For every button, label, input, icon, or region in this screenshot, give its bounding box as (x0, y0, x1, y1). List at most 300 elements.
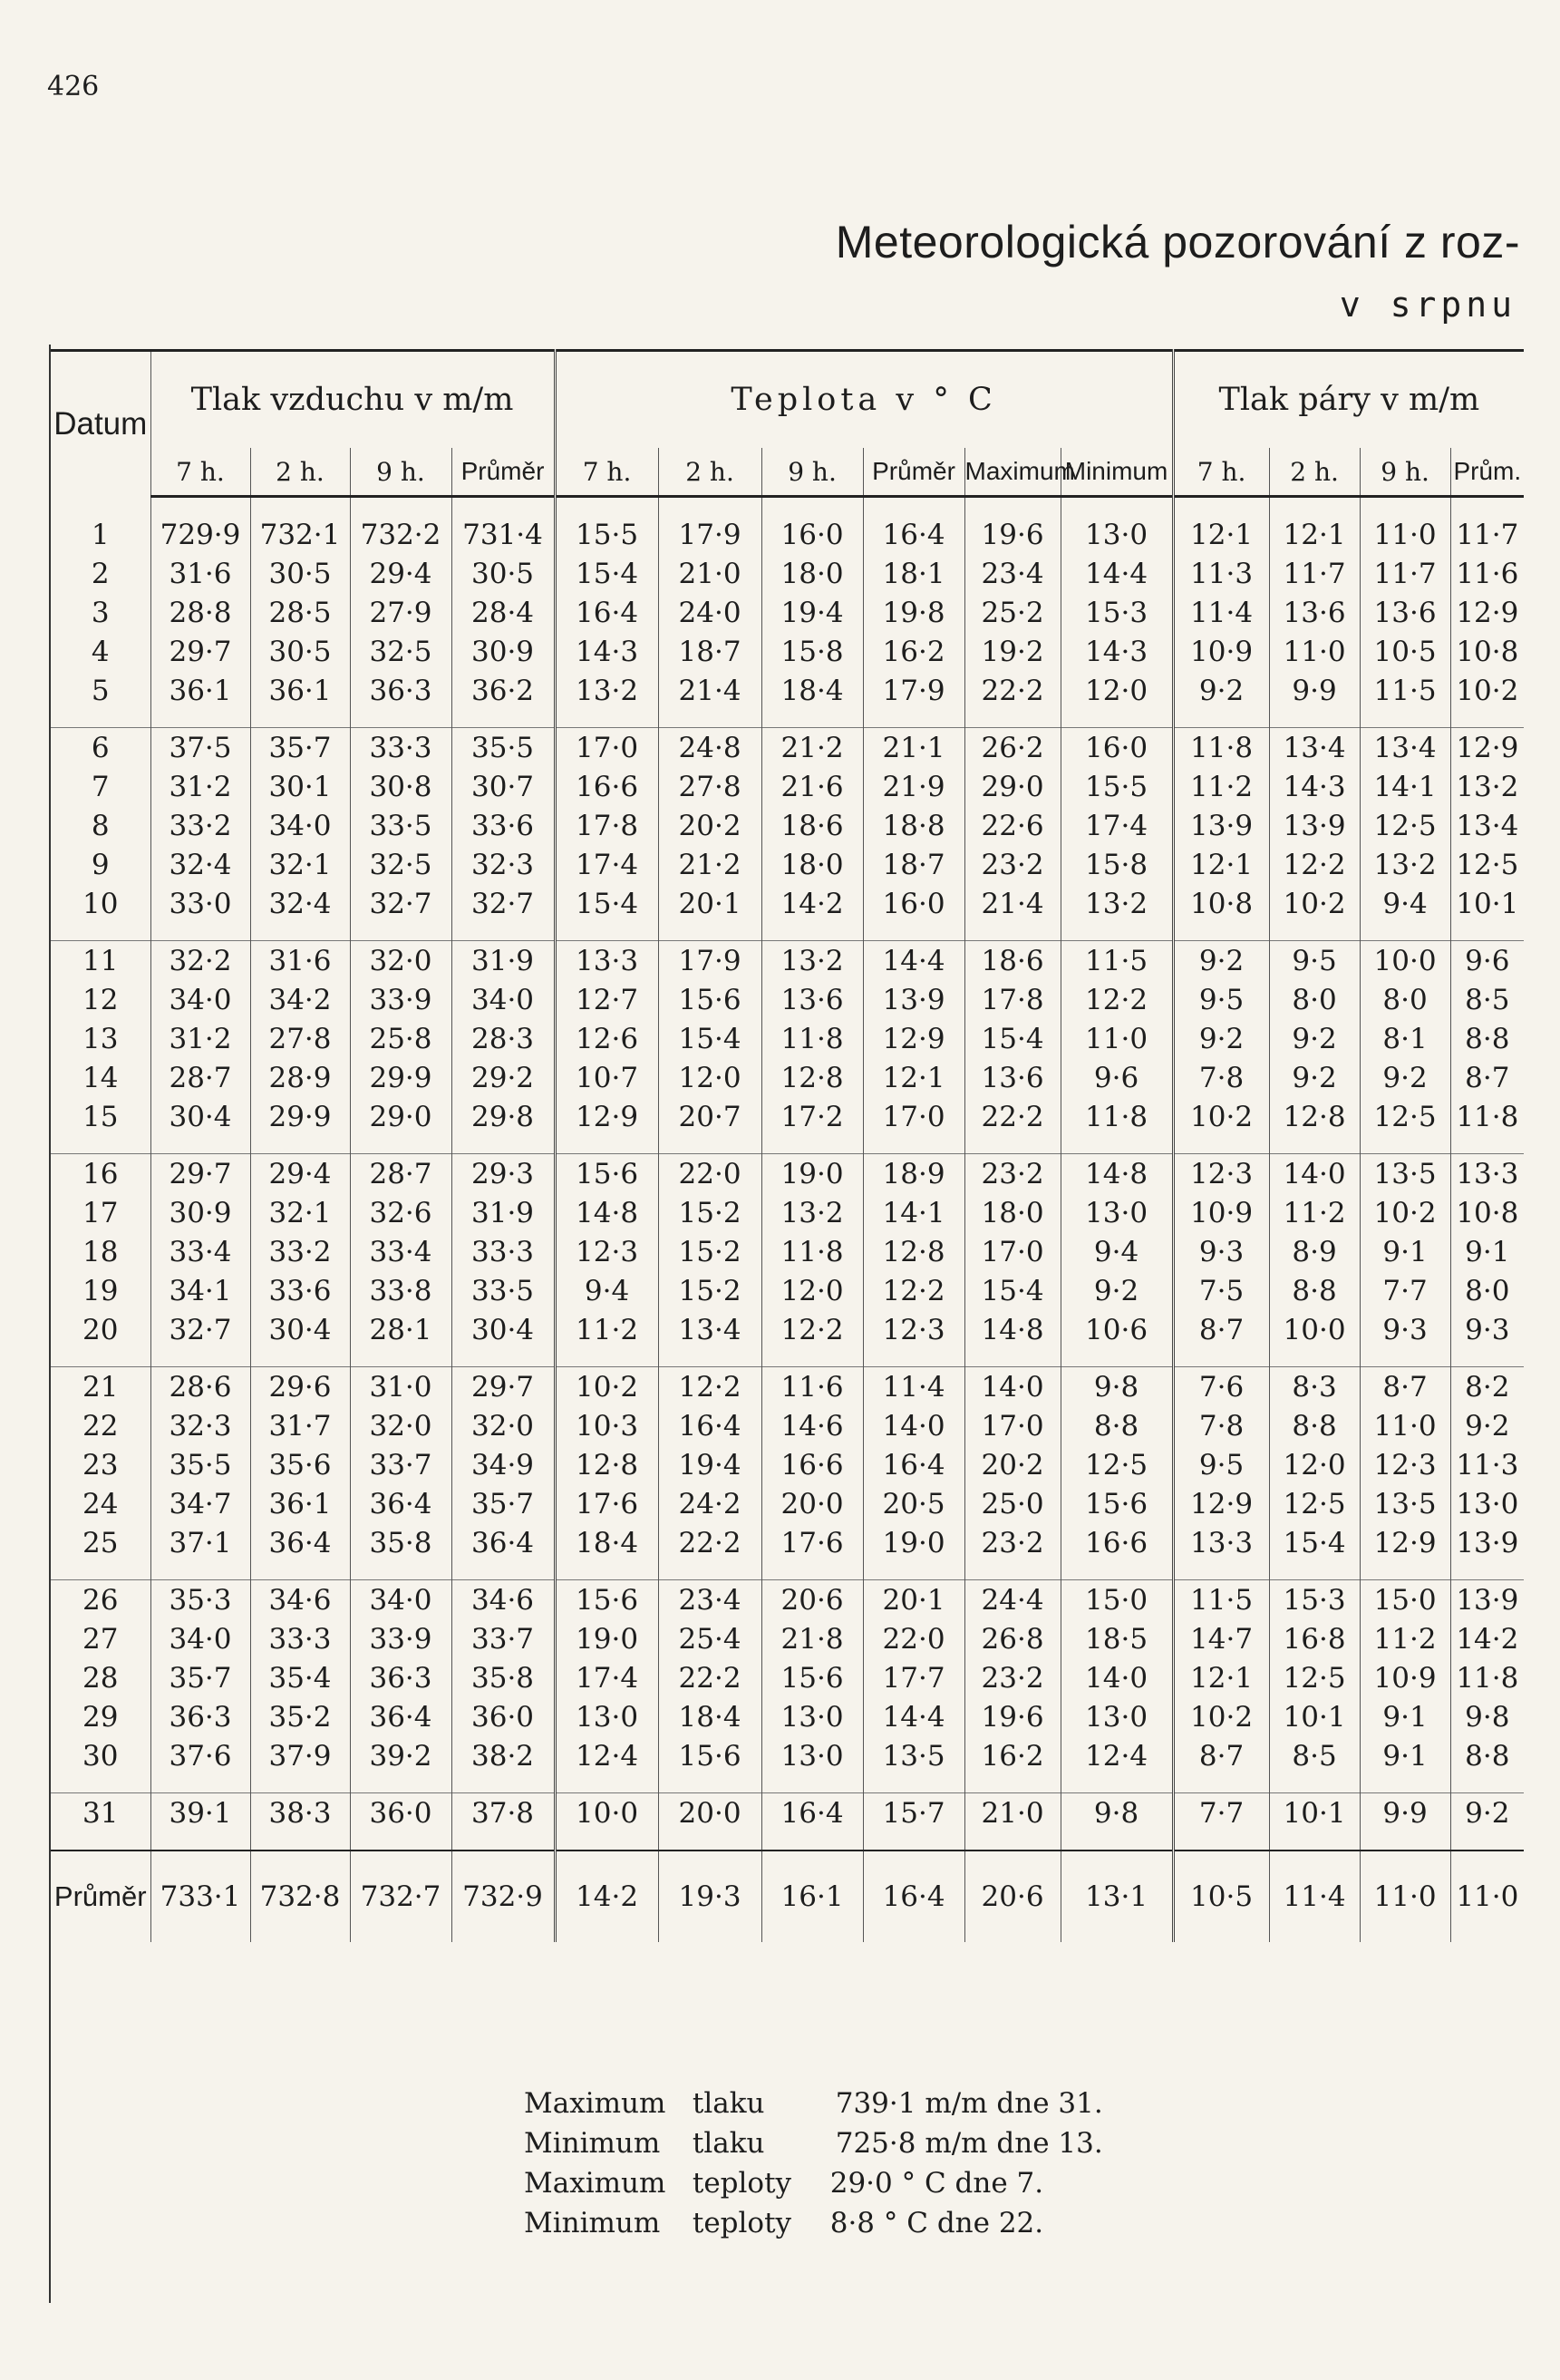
cell-datum: 3 (51, 593, 150, 632)
cell-pressure-9h: 32·7 (350, 884, 451, 923)
cell-vapour-7h: 11·4 (1173, 593, 1269, 632)
cell-datum: 5 (51, 671, 150, 710)
cell-pressure-7h: 37·5 (150, 728, 250, 768)
cell-temp-7h: 9·4 (555, 1271, 658, 1310)
cell-vapour-9h: 12·9 (1360, 1523, 1450, 1562)
spacer-cell (250, 1832, 350, 1851)
cell-temp-avg: 16·0 (863, 884, 964, 923)
cell-datum: 26 (51, 1580, 150, 1620)
cell-vapour-2h: 9·9 (1269, 671, 1360, 710)
cell-vapour-avg: 8·5 (1465, 983, 1510, 1016)
spacer-cell (658, 1349, 761, 1367)
cell-temp-avg: 17·7 (863, 1658, 964, 1697)
cell-temp-avg: 14·4 (863, 1697, 964, 1736)
cell-pressure-avg: 35·5 (451, 728, 555, 768)
spacer-cell (1269, 1562, 1360, 1580)
cell-pressure-7h: 34·0 (150, 980, 250, 1019)
cell-temp-9h: 18·0 (761, 845, 863, 884)
note-max-temperature (524, 2163, 1103, 2203)
cell-temp-min: 13·0 (1061, 515, 1173, 554)
cell-temp-min: 18·5 (1061, 1619, 1173, 1658)
header-temp-min: Minimum (1061, 448, 1173, 497)
cell-pressure-7h: 32·2 (150, 941, 250, 981)
cell-pressure-2h: 30·5 (250, 632, 350, 671)
cell-pressure-avg: 35·8 (451, 1658, 555, 1697)
cell-temp-min: 9·2 (1061, 1271, 1173, 1310)
cell-pressure-9h: 29·4 (350, 554, 451, 593)
header-temperature: Teplota v ° C (555, 351, 1173, 449)
note-value: 29·0 ° C (829, 2167, 946, 2200)
cell-temp-9h: 19·0 (761, 1154, 863, 1194)
cell-temp-7h: 10·7 (555, 1058, 658, 1097)
table-row (51, 806, 1524, 845)
cell-vapour-9h: 13·5 (1360, 1154, 1450, 1194)
cell-temp-7h: 14·2 (555, 1851, 658, 1942)
spacer-cell (761, 1562, 863, 1580)
cell-vapour-2h: 11·4 (1269, 1851, 1360, 1942)
table-row (51, 1523, 1524, 1562)
cell-temp-9h: 12·8 (761, 1058, 863, 1097)
cell-temp-avg: 14·0 (863, 1406, 964, 1445)
cell-vapour-2h: 15·4 (1269, 1523, 1360, 1562)
spacer-cell (150, 710, 250, 728)
cell-pressure-2h: 36·1 (250, 671, 350, 710)
cell-vapour-7h: 13·3 (1173, 1523, 1269, 1562)
spacer-cell (150, 497, 250, 516)
cell-temp-9h: 12·0 (761, 1271, 863, 1310)
spacer-cell (761, 923, 863, 941)
cell-vapour-2h: 8·5 (1269, 1736, 1360, 1775)
cell-vapour-9h: 13·2 (1360, 845, 1450, 884)
cell-temp-max: 20·6 (964, 1851, 1061, 1942)
table-row (51, 1058, 1524, 1097)
cell-temp-9h: 16·0 (761, 515, 863, 554)
spacer-cell (150, 923, 250, 941)
spacer-cell (964, 1136, 1061, 1154)
cell-temp-min: 10·6 (1061, 1310, 1173, 1349)
spacer-cell (964, 923, 1061, 941)
spacer-cell (1269, 923, 1360, 941)
cell-pressure-2h: 29·6 (250, 1367, 350, 1407)
cell-temp-avg: 13·5 (863, 1736, 964, 1775)
cell-temp-max: 23·4 (964, 554, 1061, 593)
cell-vapour-2h: 12·2 (1269, 845, 1360, 884)
cell-temp-max: 22·6 (964, 806, 1061, 845)
cell-temp-2h: 19·3 (658, 1851, 761, 1942)
cell-pressure-7h: 28·8 (150, 593, 250, 632)
cell-vapour-avg: 14·2 (1456, 1622, 1519, 1656)
cell-vapour-7h: 12·9 (1173, 1484, 1269, 1523)
cell-temp-avg: 19·0 (863, 1523, 964, 1562)
cell-temp-2h: 22·2 (658, 1523, 761, 1562)
spacer-cell (1360, 923, 1450, 941)
cell-temp-2h: 25·4 (658, 1619, 761, 1658)
cell-temp-min: 14·8 (1061, 1154, 1173, 1194)
spacer-cell (1061, 497, 1173, 516)
cell-temp-min: 8·8 (1061, 1406, 1173, 1445)
note-min-temperature (524, 2203, 1103, 2243)
cell-vapour-7h: 11·3 (1173, 554, 1269, 593)
spacer-cell (555, 710, 658, 728)
cell-pressure-avg: 732·9 (451, 1851, 555, 1942)
cell-vapour-7h: 8·7 (1173, 1736, 1269, 1775)
spacer-cell (1173, 1775, 1269, 1793)
cell-temp-9h: 12·2 (761, 1310, 863, 1349)
cell-datum: 6 (51, 728, 150, 768)
header-row-sub (51, 448, 1524, 497)
spacer-cell (150, 1832, 250, 1851)
cell-vapour-2h: 12·5 (1269, 1484, 1360, 1523)
cell-vapour-7h: 10·9 (1173, 1193, 1269, 1232)
header-pressure-avg: Průměr (451, 448, 555, 497)
spacer-cell (451, 923, 555, 941)
cell-pressure-9h: 32·5 (350, 845, 451, 884)
cell-temp-9h: 18·6 (761, 806, 863, 845)
cell-pressure-avg: 33·3 (451, 1232, 555, 1271)
cell-vapour-7h: 7·8 (1173, 1406, 1269, 1445)
spacer-cell (150, 1136, 250, 1154)
note-value: 725·8 m/m (835, 2127, 988, 2160)
cell-temp-7h: 17·4 (555, 1658, 658, 1697)
cell-pressure-2h: 732·1 (250, 515, 350, 554)
cell-temp-2h: 22·0 (658, 1154, 761, 1194)
cell-datum: 25 (51, 1523, 150, 1562)
spacer-cell (1269, 1136, 1360, 1154)
table-row (51, 1736, 1524, 1775)
cell-temp-avg: 21·1 (863, 728, 964, 768)
spacer-cell (51, 1136, 150, 1154)
cell-vapour-9h: 9·1 (1360, 1697, 1450, 1736)
cell-vapour-7h: 9·5 (1173, 1445, 1269, 1484)
cell-temp-min: 11·5 (1061, 941, 1173, 981)
group-spacer (51, 1136, 1524, 1154)
cell-temp-avg: 19·8 (863, 593, 964, 632)
cell-vapour-avg: 9·8 (1465, 1700, 1510, 1734)
cell-vapour-avg: 11·7 (1456, 518, 1519, 551)
cell-temp-7h: 13·2 (555, 671, 658, 710)
cell-temp-2h: 20·0 (658, 1793, 761, 1833)
spacer-cell (150, 1775, 250, 1793)
spacer-cell (350, 1136, 451, 1154)
spacer-cell (1360, 1775, 1450, 1793)
cell-vapour-2h: 8·8 (1269, 1406, 1360, 1445)
cell-pressure-9h: 34·0 (350, 1580, 451, 1620)
cell-temp-9h: 20·6 (761, 1580, 863, 1620)
note-min-pressure (524, 2123, 1103, 2163)
cell-vapour-avg: 11·0 (1450, 1851, 1524, 1942)
cell-temp-7h: 12·7 (555, 980, 658, 1019)
cell-vapour-7h: 11·2 (1173, 767, 1269, 806)
spacer-cell (1061, 710, 1173, 728)
cell-temp-2h: 15·2 (658, 1271, 761, 1310)
cell-vapour-9h: 14·1 (1360, 767, 1450, 806)
cell-pressure-9h: 36·3 (350, 671, 451, 710)
cell-pressure-9h: 33·7 (350, 1445, 451, 1484)
spacer-cell (863, 1562, 964, 1580)
cell-vapour-9h: 10·0 (1360, 941, 1450, 981)
cell-temp-9h: 17·2 (761, 1097, 863, 1136)
spacer-cell (451, 1349, 555, 1367)
cell-vapour-avg: 11·6 (1456, 557, 1519, 590)
cell-vapour-7h: 7·7 (1173, 1793, 1269, 1833)
cell-temp-7h: 17·6 (555, 1484, 658, 1523)
cell-temp-9h: 16·6 (761, 1445, 863, 1484)
cell-temp-7h: 15·6 (555, 1580, 658, 1620)
cell-vapour-avg: 8·7 (1465, 1061, 1510, 1094)
cell-vapour-avg: 9·1 (1465, 1235, 1510, 1268)
cell-temp-7h: 18·4 (555, 1523, 658, 1562)
cell-vapour-avg: 9·2 (1465, 1409, 1510, 1443)
cell-temp-avg: 12·2 (863, 1271, 964, 1310)
group-spacer (51, 1562, 1524, 1580)
cell-vapour-9h: 10·2 (1360, 1193, 1450, 1232)
spacer-cell (1061, 1562, 1173, 1580)
cell-vapour-9h: 15·0 (1360, 1580, 1450, 1620)
cell-temp-avg: 14·4 (863, 941, 964, 981)
cell-temp-2h: 12·0 (658, 1058, 761, 1097)
cell-datum: 24 (51, 1484, 150, 1523)
cell-vapour-avg: 9·6 (1450, 941, 1524, 981)
cell-temp-max: 21·0 (964, 1793, 1061, 1833)
spacer-cell (964, 710, 1061, 728)
spacer-cell (555, 1775, 658, 1793)
cell-vapour-2h: 13·9 (1269, 806, 1360, 845)
cell-temp-avg: 20·5 (863, 1484, 964, 1523)
cell-vapour-2h: 12·5 (1269, 1658, 1360, 1697)
cell-temp-min: 12·4 (1061, 1736, 1173, 1775)
group-spacer (51, 497, 1524, 516)
group-spacer (51, 710, 1524, 728)
cell-temp-avg: 16·4 (863, 1445, 964, 1484)
cell-pressure-avg: 30·7 (451, 767, 555, 806)
cell-temp-max: 15·4 (964, 1271, 1061, 1310)
note-date: dne 7. (954, 2167, 1044, 2200)
cell-temp-max: 17·0 (964, 1406, 1061, 1445)
cell-datum: 27 (51, 1619, 150, 1658)
cell-temp-2h: 13·4 (658, 1310, 761, 1349)
cell-vapour-7h: 10·2 (1173, 1697, 1269, 1736)
cell-temp-min: 17·4 (1061, 806, 1173, 845)
spacer-cell (555, 1136, 658, 1154)
cell-vapour-9h: 12·5 (1360, 1097, 1450, 1136)
header-temp-max: Maximum (964, 448, 1061, 497)
cell-temp-9h: 21·2 (761, 728, 863, 768)
table-row (51, 1697, 1524, 1736)
header-vapour-avg: Prům. (1450, 448, 1524, 497)
cell-datum: 7 (51, 767, 150, 806)
cell-temp-2h: 24·2 (658, 1484, 761, 1523)
cell-pressure-7h: 733·1 (150, 1851, 250, 1942)
note-kind: teploty (692, 2167, 792, 2200)
spacer-cell (863, 1832, 964, 1851)
cell-vapour-9h: 9·4 (1360, 884, 1450, 923)
cell-pressure-avg: 35·7 (451, 1484, 555, 1523)
cell-vapour-2h: 8·9 (1269, 1232, 1360, 1271)
cell-vapour-7h: 12·1 (1173, 1658, 1269, 1697)
cell-pressure-2h: 34·2 (250, 980, 350, 1019)
observation-table (51, 349, 1524, 1942)
cell-temp-min: 12·0 (1061, 671, 1173, 710)
cell-pressure-avg: 30·5 (451, 554, 555, 593)
cell-temp-2h: 23·4 (658, 1580, 761, 1620)
cell-pressure-9h: 35·8 (350, 1523, 451, 1562)
cell-temp-9h: 11·6 (761, 1367, 863, 1407)
observation-table-container (51, 349, 1524, 1942)
cell-pressure-7h: 35·3 (150, 1580, 250, 1620)
table-body (51, 497, 1524, 1943)
cell-temp-2h: 20·7 (658, 1097, 761, 1136)
cell-vapour-7h: 12·1 (1173, 845, 1269, 884)
cell-pressure-7h: 729·9 (150, 515, 250, 554)
spacer-cell (863, 1349, 964, 1367)
spacer-cell (1173, 1832, 1269, 1851)
cell-temp-max: 26·2 (964, 728, 1061, 768)
cell-temp-max: 22·2 (964, 671, 1061, 710)
spacer-cell (250, 497, 350, 516)
cell-temp-avg: 17·9 (863, 671, 964, 710)
cell-temp-9h: 14·6 (761, 1406, 863, 1445)
cell-temp-avg: 12·9 (863, 1019, 964, 1058)
cell-datum: 4 (51, 632, 150, 671)
cell-vapour-avg: 8·8 (1465, 1739, 1510, 1773)
table-row (51, 1367, 1524, 1407)
cell-temp-2h: 18·7 (658, 632, 761, 671)
cell-temp-2h: 15·6 (658, 1736, 761, 1775)
cell-pressure-avg: 33·7 (451, 1619, 555, 1658)
spacer-cell (250, 1562, 350, 1580)
cell-vapour-9h: 9·1 (1360, 1232, 1450, 1271)
cell-temp-min: 13·0 (1061, 1697, 1173, 1736)
note-label: Maximum (524, 2167, 666, 2200)
spacer-cell (1269, 497, 1360, 516)
cell-vapour-2h: 9·2 (1269, 1058, 1360, 1097)
spacer-cell (150, 1562, 250, 1580)
cell-pressure-2h: 30·4 (250, 1310, 350, 1349)
cell-datum: Průměr (51, 1851, 150, 1942)
cell-pressure-9h: 33·3 (350, 728, 451, 768)
cell-temp-2h: 20·1 (658, 884, 761, 923)
cell-temp-min: 13·2 (1061, 884, 1173, 923)
spacer-cell (964, 1349, 1061, 1367)
spacer-cell (51, 1775, 150, 1793)
cell-vapour-7h: 7·8 (1173, 1058, 1269, 1097)
cell-pressure-9h: 28·1 (350, 1310, 451, 1349)
cell-temp-max: 29·0 (964, 767, 1061, 806)
cell-datum: 30 (51, 1736, 150, 1775)
table-row (51, 728, 1524, 768)
cell-temp-9h: 13·6 (761, 980, 863, 1019)
table-row (51, 515, 1524, 554)
cell-temp-min: 9·6 (1061, 1058, 1173, 1097)
cell-temp-max: 14·8 (964, 1310, 1061, 1349)
cell-vapour-avg: 13·9 (1450, 1580, 1524, 1620)
cell-temp-max: 20·2 (964, 1445, 1061, 1484)
cell-pressure-7h: 32·7 (150, 1310, 250, 1349)
cell-pressure-2h: 35·2 (250, 1697, 350, 1736)
note-value: 739·1 m/m (835, 2087, 988, 2120)
spacer-cell (1173, 710, 1269, 728)
cell-pressure-2h: 37·9 (250, 1736, 350, 1775)
spacer-cell (761, 1349, 863, 1367)
spacer-cell (451, 1562, 555, 1580)
table-row (51, 554, 1524, 593)
cell-temp-7h: 10·0 (555, 1793, 658, 1833)
cell-temp-max: 23·2 (964, 845, 1061, 884)
cell-vapour-2h: 8·0 (1269, 980, 1360, 1019)
page-heading: Meteorologická pozorování z roz- (835, 217, 1520, 267)
cell-vapour-9h: 9·3 (1360, 1310, 1450, 1349)
cell-pressure-7h: 34·7 (150, 1484, 250, 1523)
cell-temp-2h: 16·4 (658, 1406, 761, 1445)
spacer-cell (350, 1349, 451, 1367)
spacer-cell (863, 1136, 964, 1154)
cell-vapour-7h: 9·2 (1173, 1019, 1269, 1058)
cell-pressure-2h: 32·1 (250, 1193, 350, 1232)
cell-datum: 23 (51, 1445, 150, 1484)
cell-pressure-2h: 28·9 (250, 1058, 350, 1097)
table-row (51, 1154, 1524, 1194)
table-row (51, 980, 1524, 1019)
cell-temp-9h: 13·2 (761, 1193, 863, 1232)
cell-temp-9h: 17·6 (761, 1523, 863, 1562)
note-date: dne 13. (996, 2127, 1103, 2160)
spacer-cell (1173, 1136, 1269, 1154)
cell-temp-9h: 15·8 (761, 632, 863, 671)
cell-pressure-avg: 32·7 (451, 884, 555, 923)
cell-vapour-2h: 15·3 (1269, 1580, 1360, 1620)
cell-temp-avg: 16·2 (863, 632, 964, 671)
cell-pressure-9h: 33·4 (350, 1232, 451, 1271)
cell-temp-min: 14·3 (1061, 632, 1173, 671)
spacer-cell (1360, 710, 1450, 728)
spacer-cell (1450, 710, 1524, 728)
cell-pressure-9h: 33·5 (350, 806, 451, 845)
cell-pressure-7h: 28·6 (150, 1367, 250, 1407)
spacer-cell (761, 1832, 863, 1851)
cell-vapour-9h: 9·2 (1360, 1058, 1450, 1097)
cell-pressure-9h: 30·8 (350, 767, 451, 806)
spacer-cell (51, 923, 150, 941)
cell-vapour-9h: 11·7 (1360, 554, 1450, 593)
cell-pressure-9h: 36·0 (350, 1793, 451, 1833)
cell-pressure-avg: 30·9 (451, 632, 555, 671)
spacer-cell (451, 1832, 555, 1851)
cell-temp-7h: 12·8 (555, 1445, 658, 1484)
cell-pressure-avg: 29·7 (451, 1367, 555, 1407)
cell-temp-max: 23·2 (964, 1658, 1061, 1697)
header-vapour-7h: 7 h. (1173, 448, 1269, 497)
cell-pressure-avg: 31·9 (451, 1193, 555, 1232)
cell-temp-max: 26·8 (964, 1619, 1061, 1658)
table-row (51, 767, 1524, 806)
spacer-cell (658, 1562, 761, 1580)
table-row (51, 1484, 1524, 1523)
spacer-cell (863, 710, 964, 728)
spacer-cell (1061, 1349, 1173, 1367)
cell-temp-2h: 21·0 (658, 554, 761, 593)
cell-temp-9h: 18·4 (761, 671, 863, 710)
cell-pressure-2h: 29·9 (250, 1097, 350, 1136)
cell-vapour-2h: 14·3 (1269, 767, 1360, 806)
cell-vapour-9h: 9·9 (1360, 1793, 1450, 1833)
cell-vapour-7h: 7·6 (1173, 1367, 1269, 1407)
cell-datum: 29 (51, 1697, 150, 1736)
cell-pressure-9h: 33·9 (350, 1619, 451, 1658)
cell-pressure-9h: 29·0 (350, 1097, 451, 1136)
spacer-cell (51, 1349, 150, 1367)
cell-pressure-7h: 39·1 (150, 1793, 250, 1833)
cell-temp-avg: 12·3 (863, 1310, 964, 1349)
